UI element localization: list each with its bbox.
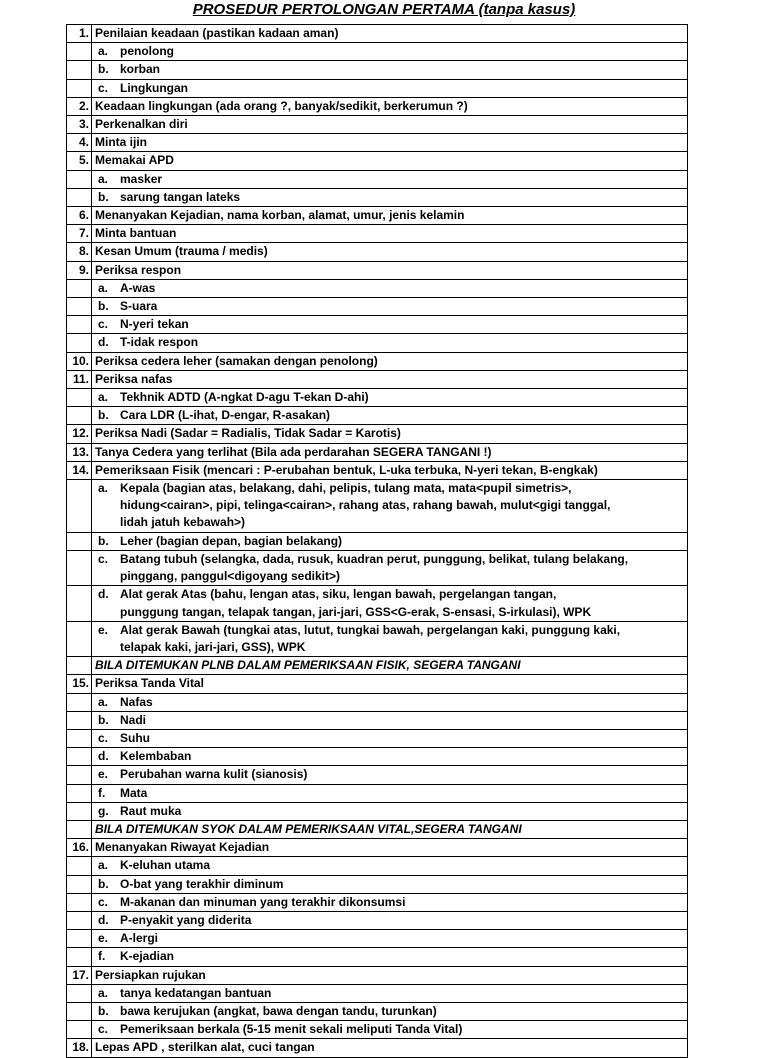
empty-number-cell xyxy=(67,1002,92,1020)
substep-cell xyxy=(92,1002,688,1020)
substep-letter: a. xyxy=(98,390,109,405)
procedure-row xyxy=(67,766,688,784)
step-text: Minta ijin xyxy=(92,134,688,152)
empty-number-cell xyxy=(67,480,92,533)
step-number: 17. xyxy=(67,966,92,984)
step-number: 3. xyxy=(67,116,92,134)
substep-text: T-idak respon xyxy=(120,335,199,350)
procedure-row xyxy=(67,79,688,97)
empty-number-cell xyxy=(67,389,92,407)
procedure-row xyxy=(67,550,688,585)
substep-cell xyxy=(92,729,688,747)
procedure-row xyxy=(67,188,688,206)
procedure-row xyxy=(67,839,688,857)
procedure-row xyxy=(67,225,688,243)
substep-letter: c. xyxy=(98,730,109,745)
step-text: Menanyakan Kejadian, nama korban, alamat, umur, jenis kelamin xyxy=(92,207,688,225)
substep-cell xyxy=(92,948,688,966)
substep-text: Nadi xyxy=(120,712,147,727)
substep-text: A-was xyxy=(120,280,156,295)
step-text: Periksa Nadi (Sadar = Radialis, Tidak Sadar = Karotis) xyxy=(92,425,688,443)
step-text: Kesan Umum (trauma / medis) xyxy=(92,243,688,261)
substep-cell xyxy=(92,766,688,784)
substep-cell xyxy=(92,711,688,729)
empty-number-cell xyxy=(67,550,92,585)
step-number: 16. xyxy=(67,839,92,857)
substep-text: Leher (bagian depan, bagian belakang) xyxy=(120,533,343,548)
procedure-row xyxy=(67,425,688,443)
empty-number-cell xyxy=(67,784,92,802)
substep-text: tanya kedatangan bantuan xyxy=(120,985,272,1000)
substep-cell xyxy=(92,586,688,621)
procedure-row xyxy=(67,134,688,152)
substep-text: K-eluhan utama xyxy=(120,858,211,873)
substep-cell xyxy=(92,389,688,407)
procedure-row xyxy=(67,480,688,533)
substep-letter: b. xyxy=(98,712,109,727)
step-text: Tanya Cedera yang terlihat (Bila ada perdarahan SEGERA TANGANI !) xyxy=(92,443,688,461)
step-text: Persiapkan rujukan xyxy=(92,966,688,984)
procedure-row xyxy=(67,316,688,334)
procedure-row xyxy=(67,97,688,115)
empty-number-cell xyxy=(67,711,92,729)
substep-text: Suhu xyxy=(120,730,150,745)
procedure-row xyxy=(67,1002,688,1020)
substep-text: Alat gerak Atas (bahu, lengan atas, siku, lengan bawah, pergelangan tangan, punggung tangan, telapak tangan, jari-jari, GSS<G-erak, S-ensasi, S-irkulasi), WPK xyxy=(120,587,592,619)
step-number: 4. xyxy=(67,134,92,152)
substep-text: masker xyxy=(120,171,163,186)
procedure-row xyxy=(67,748,688,766)
step-number: 1. xyxy=(67,25,92,43)
procedure-row xyxy=(67,948,688,966)
substep-cell xyxy=(92,532,688,550)
substep-letter: b. xyxy=(98,533,109,548)
procedure-row xyxy=(67,334,688,352)
procedure-row xyxy=(67,170,688,188)
procedure-row xyxy=(67,532,688,550)
step-text: Memakai APD xyxy=(92,152,688,170)
step-number: 13. xyxy=(67,443,92,461)
warning-note: BILA DITEMUKAN PLNB DALAM PEMERIKSAAN FISIK, SEGERA TANGANI xyxy=(92,657,688,675)
procedure-row xyxy=(67,621,688,656)
empty-number-cell xyxy=(67,911,92,929)
procedure-row xyxy=(67,43,688,61)
substep-text: sarung tangan lateks xyxy=(120,189,241,204)
substep-letter: c. xyxy=(98,551,109,566)
substep-letter: b. xyxy=(98,299,109,314)
empty-number-cell xyxy=(67,279,92,297)
procedure-row xyxy=(67,966,688,984)
step-number: 11. xyxy=(67,370,92,388)
step-number: 9. xyxy=(67,261,92,279)
procedure-row xyxy=(67,207,688,225)
substep-cell xyxy=(92,748,688,766)
procedure-row xyxy=(67,911,688,929)
step-number: 10. xyxy=(67,352,92,370)
substep-cell xyxy=(92,298,688,316)
procedure-row xyxy=(67,279,688,297)
substep-letter: e. xyxy=(98,622,109,637)
substep-text: bawa kerujukan (angkat, bawa dengan tandu, turunkan) xyxy=(120,1003,437,1018)
step-number: 12. xyxy=(67,425,92,443)
empty-number-cell xyxy=(67,1021,92,1039)
step-number: 18. xyxy=(67,1039,92,1057)
substep-cell xyxy=(92,930,688,948)
substep-letter: f. xyxy=(98,949,106,964)
substep-text: S-uara xyxy=(120,299,158,314)
procedure-row xyxy=(67,461,688,479)
substep-text: O-bat yang terakhir diminum xyxy=(120,876,284,891)
document-title: PROSEDUR PERTOLONGAN PERTAMA (tanpa kasus) xyxy=(192,1,576,18)
procedure-row xyxy=(67,243,688,261)
substep-cell xyxy=(92,550,688,585)
substep-letter: d. xyxy=(98,335,109,350)
substep-cell xyxy=(92,480,688,533)
procedure-row xyxy=(67,875,688,893)
empty-number-cell xyxy=(67,407,92,425)
substep-letter: b. xyxy=(98,1003,109,1018)
substep-letter: d. xyxy=(98,587,109,602)
procedure-row xyxy=(67,930,688,948)
step-text: Pemeriksaan Fisik (mencari : P-erubahan bentuk, L-uka terbuka, N-yeri tekan, B-engkak) xyxy=(92,461,688,479)
procedure-row xyxy=(67,25,688,43)
empty-number-cell xyxy=(67,693,92,711)
substep-cell xyxy=(92,857,688,875)
step-number: 14. xyxy=(67,461,92,479)
substep-text: Kepala (bagian atas, belakang, dahi, pelipis, tulang mata, mata<pupil simetris>, hidung<cairan>, pipi, telinga<cairan>, rahang atas, rahang bawah, mulut<gigi tanggal, lidah jatuh kebawah>) xyxy=(120,481,611,530)
substep-cell xyxy=(92,334,688,352)
empty-number-cell xyxy=(67,875,92,893)
substep-letter: a. xyxy=(98,280,109,295)
step-number: 7. xyxy=(67,225,92,243)
substep-cell xyxy=(92,79,688,97)
procedure-table-body xyxy=(67,25,688,1058)
procedure-row xyxy=(67,586,688,621)
substep-letter: a. xyxy=(98,481,109,496)
step-text: Minta bantuan xyxy=(92,225,688,243)
substep-letter: a. xyxy=(98,985,109,1000)
substep-cell xyxy=(92,784,688,802)
step-number: 8. xyxy=(67,243,92,261)
substep-letter: b. xyxy=(98,62,109,77)
procedure-row xyxy=(67,657,688,675)
substep-letter: d. xyxy=(98,749,109,764)
substep-letter: c. xyxy=(98,894,109,909)
empty-number-cell xyxy=(67,61,92,79)
procedure-row xyxy=(67,443,688,461)
procedure-row xyxy=(67,802,688,820)
empty-number-cell xyxy=(67,621,92,656)
step-text: Keadaan lingkungan (ada orang ?, banyak/sedikit, berkerumun ?) xyxy=(92,97,688,115)
empty-number-cell xyxy=(67,532,92,550)
substep-cell xyxy=(92,170,688,188)
procedure-row xyxy=(67,984,688,1002)
substep-cell xyxy=(92,279,688,297)
substep-letter: d. xyxy=(98,912,109,927)
step-text: Menanyakan Riwayat Kejadian xyxy=(92,839,688,857)
substep-text: M-akanan dan minuman yang terakhir dikonsumsi xyxy=(120,894,406,909)
procedure-row xyxy=(67,407,688,425)
empty-number-cell xyxy=(67,930,92,948)
empty-number-cell xyxy=(67,948,92,966)
procedure-table xyxy=(66,24,688,1058)
empty-number-cell xyxy=(67,43,92,61)
substep-text: K-ejadian xyxy=(120,949,175,964)
empty-number-cell xyxy=(67,334,92,352)
substep-text: Batang tubuh (selangka, dada, rusuk, kuadran perut, punggung, belikat, tulang belakang, pinggang, panggul<digoyang sedikit>) xyxy=(120,551,629,584)
empty-number-cell xyxy=(67,857,92,875)
empty-number-cell xyxy=(67,188,92,206)
procedure-row xyxy=(67,893,688,911)
procedure-row xyxy=(67,1039,688,1057)
substep-cell xyxy=(92,621,688,656)
substep-text: Kelembaban xyxy=(120,749,192,764)
procedure-row xyxy=(67,261,688,279)
step-text: Periksa nafas xyxy=(92,370,688,388)
substep-cell xyxy=(92,43,688,61)
substep-text: Raut muka xyxy=(120,803,182,818)
substep-letter: c. xyxy=(98,1022,109,1037)
warning-note: BILA DITEMUKAN SYOK DALAM PEMERIKSAAN VITAL,SEGERA TANGANI xyxy=(92,820,688,838)
empty-number-cell xyxy=(67,766,92,784)
substep-cell xyxy=(92,802,688,820)
substep-text: P-enyakit yang diderita xyxy=(120,912,252,927)
substep-letter: b. xyxy=(98,408,109,423)
empty-number-cell xyxy=(67,729,92,747)
step-number: 2. xyxy=(67,97,92,115)
substep-text: Pemeriksaan berkala (5-15 menit sekali meliputi Tanda Vital) xyxy=(120,1022,463,1037)
substep-cell xyxy=(92,1021,688,1039)
substep-letter: a. xyxy=(98,171,109,186)
empty-number-cell xyxy=(67,984,92,1002)
empty-number-cell xyxy=(67,820,92,838)
substep-cell xyxy=(92,984,688,1002)
substep-text: Alat gerak Bawah (tungkai atas, lutut, tungkai bawah, pergelangan kaki, punggung kaki, telapak kaki, jari-jari, GSS), WPK xyxy=(120,622,621,654)
substep-letter: a. xyxy=(98,858,109,873)
procedure-row xyxy=(67,352,688,370)
substep-cell xyxy=(92,911,688,929)
substep-letter: c. xyxy=(98,80,109,95)
empty-number-cell xyxy=(67,893,92,911)
substep-cell xyxy=(92,188,688,206)
step-text: Periksa respon xyxy=(92,261,688,279)
empty-number-cell xyxy=(67,170,92,188)
substep-letter: a. xyxy=(98,44,109,59)
substep-letter: c. xyxy=(98,317,109,332)
substep-cell xyxy=(92,693,688,711)
procedure-row xyxy=(67,711,688,729)
substep-text: Perubahan warna kulit (sianosis) xyxy=(120,767,308,782)
substep-cell xyxy=(92,61,688,79)
substep-text: A-lergi xyxy=(120,931,159,946)
empty-number-cell xyxy=(67,79,92,97)
substep-cell xyxy=(92,316,688,334)
substep-text: korban xyxy=(120,62,161,77)
empty-number-cell xyxy=(67,298,92,316)
step-text: Penilaian keadaan (pastikan kadaan aman) xyxy=(92,25,688,43)
step-number: 5. xyxy=(67,152,92,170)
step-text: Lepas APD , sterilkan alat, cuci tangan xyxy=(92,1039,688,1057)
procedure-row xyxy=(67,857,688,875)
substep-text: Lingkungan xyxy=(120,80,188,95)
procedure-row xyxy=(67,784,688,802)
substep-letter: e. xyxy=(98,931,109,946)
substep-letter: a. xyxy=(98,694,109,709)
procedure-row xyxy=(67,675,688,693)
empty-number-cell xyxy=(67,657,92,675)
empty-number-cell xyxy=(67,802,92,820)
step-number: 6. xyxy=(67,207,92,225)
empty-number-cell xyxy=(67,748,92,766)
substep-text: penolong xyxy=(120,44,174,59)
step-text: Perkenalkan diri xyxy=(92,116,688,134)
substep-cell xyxy=(92,893,688,911)
empty-number-cell xyxy=(67,316,92,334)
procedure-row xyxy=(67,820,688,838)
substep-text: Nafas xyxy=(120,694,153,709)
substep-cell xyxy=(92,875,688,893)
procedure-row xyxy=(67,152,688,170)
procedure-row xyxy=(67,693,688,711)
substep-text: Mata xyxy=(120,785,148,800)
procedure-row xyxy=(67,370,688,388)
procedure-row xyxy=(67,298,688,316)
procedure-row xyxy=(67,729,688,747)
procedure-row xyxy=(67,1021,688,1039)
empty-number-cell xyxy=(67,586,92,621)
substep-text: Cara LDR (L-ihat, D-engar, R-asakan) xyxy=(120,408,331,423)
substep-letter: e. xyxy=(98,767,109,782)
substep-text: N-yeri tekan xyxy=(120,317,189,332)
substep-cell xyxy=(92,407,688,425)
procedure-row xyxy=(67,116,688,134)
substep-letter: g. xyxy=(98,803,109,818)
substep-text: Tekhnik ADTD (A-ngkat D-agu T-ekan D-ahi) xyxy=(120,390,369,405)
substep-letter: f. xyxy=(98,785,106,800)
procedure-row xyxy=(67,389,688,407)
step-text: Periksa Tanda Vital xyxy=(92,675,688,693)
substep-letter: b. xyxy=(98,189,109,204)
step-number: 15. xyxy=(67,675,92,693)
substep-letter: b. xyxy=(98,876,109,891)
step-text: Periksa cedera leher (samakan dengan penolong) xyxy=(92,352,688,370)
procedure-row xyxy=(67,61,688,79)
